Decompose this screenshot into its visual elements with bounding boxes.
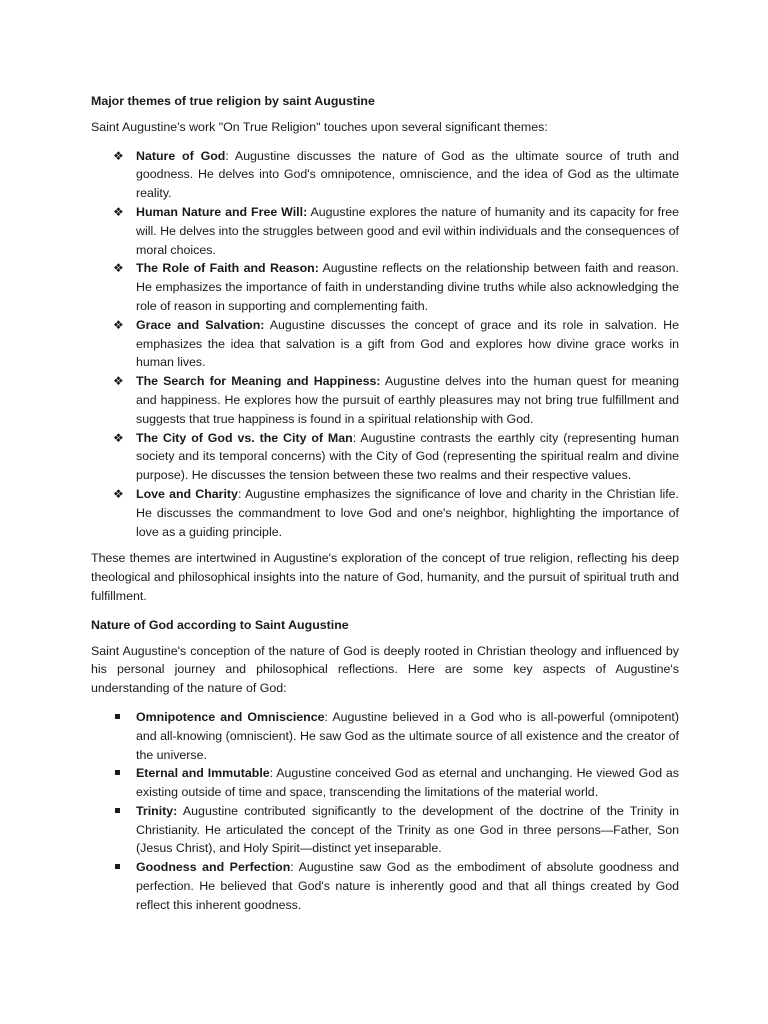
list-item bbox=[91, 259, 679, 315]
item-term: The City of God vs. the City of Man bbox=[136, 430, 353, 445]
section2-intro: Saint Augustine's conception of the nature of God is deeply rooted in Christian theology and influenced by his personal journey and philosophical reflections. Here are some key aspects of Augustine's understanding of the nature of God: bbox=[91, 643, 679, 696]
item-text: : Augustine believed in a God who is all-powerful (omnipotent) and all-knowing (omniscient). He saw God as the ultimate source of all existence and the creator of the universe. bbox=[136, 709, 679, 762]
section1-heading: Major themes of true religion by saint Augustine bbox=[91, 94, 375, 108]
item-term: Love and Charity bbox=[136, 486, 238, 501]
item-term: Trinity: bbox=[136, 803, 178, 818]
item-term: Grace and Salvation: bbox=[136, 317, 265, 332]
list-item bbox=[91, 429, 679, 485]
list-item bbox=[91, 316, 679, 372]
section1-conclusion: These themes are intertwined in Augustine's exploration of the concept of true religion, reflecting his deep theological and philosophical insights into the nature of God, humanity, and the pursuit of spiritual truth and fulfillment. bbox=[91, 551, 679, 603]
item-term: Goodness and Perfection bbox=[136, 860, 291, 875]
square-bullet-icon bbox=[115, 770, 120, 775]
item-text: : Augustine discusses the nature of God as the ultimate source of truth and goodness. He delves into God's omnipotence, omniscience, and the idea of God as the ultimate reality. bbox=[136, 148, 680, 201]
diamond-bullet-icon: ❖ bbox=[113, 430, 124, 445]
list-item bbox=[91, 203, 679, 259]
item-term: The Role of Faith and Reason: bbox=[136, 261, 319, 276]
item-text: Augustine discusses the concept of grace and its role in salvation. He emphasizes the idea that salvation is a gift from God and explores how divine grace works in human lives. bbox=[136, 317, 679, 370]
diamond-bullet-icon: ❖ bbox=[113, 204, 124, 219]
list-item bbox=[91, 485, 679, 541]
square-bullet-icon bbox=[115, 714, 120, 719]
nature-of-god-list bbox=[91, 708, 679, 915]
item-term: Omnipotence and Omniscience bbox=[136, 709, 325, 724]
list-item bbox=[91, 858, 679, 914]
square-bullet-icon bbox=[115, 808, 120, 813]
list-item bbox=[91, 764, 679, 802]
diamond-bullet-icon: ❖ bbox=[113, 486, 124, 501]
diamond-bullet-icon: ❖ bbox=[113, 148, 124, 163]
section2-heading: Nature of God according to Saint Augustine bbox=[91, 617, 349, 632]
item-term: Eternal and Immutable bbox=[136, 766, 270, 781]
item-term: Nature of God bbox=[136, 148, 226, 163]
item-text: Augustine contributed significantly to the development of the doctrine of the Trinity in Christianity. He articulated the concept of the Trinity as one God in three persons—Father, Son (Jesus Christ), and Holy Spirit—distinct yet inseparable. bbox=[136, 803, 679, 856]
themes-list bbox=[91, 147, 679, 542]
list-item bbox=[91, 147, 679, 203]
item-term: Human Nature and Free Will: bbox=[136, 204, 308, 219]
list-item bbox=[91, 708, 679, 764]
item-text: : Augustine conceived God as eternal and unchanging. He viewed God as existing outside of time and space, transcending the limitations of the material world. bbox=[136, 766, 679, 800]
item-text: Augustine reflects on the relationship between faith and reason. He emphasizes the importance of faith in understanding divine truths while also acknowledging the role of reason in supporting and complementing faith. bbox=[136, 261, 679, 313]
item-text: Augustine explores the nature of humanity and its capacity for free will. He delves into the struggles between good and evil within individuals and the consequences of moral choices. bbox=[136, 204, 679, 257]
diamond-bullet-icon: ❖ bbox=[113, 261, 124, 276]
diamond-bullet-icon: ❖ bbox=[113, 374, 124, 389]
item-term: The Search for Meaning and Happiness: bbox=[136, 374, 381, 389]
diamond-bullet-icon: ❖ bbox=[113, 317, 124, 332]
square-bullet-icon bbox=[115, 864, 120, 869]
item-text: Augustine delves into the human quest for meaning and happiness. He explores how the pursuit of earthly pleasures may not bring true fulfillment and suggests that true happiness is found in a spiritual relationship with God. bbox=[136, 374, 680, 426]
section1-intro: Saint Augustine's work "On True Religion" touches upon several significant themes: bbox=[91, 119, 548, 134]
document-page bbox=[91, 92, 679, 923]
item-text: : Augustine contrasts the earthly city (representing human society and its temporal concerns) with the City of God (representing the spiritual realm and divine purpose). He discusses the tension between these two realms and their respective values. bbox=[136, 430, 679, 483]
list-item bbox=[91, 372, 679, 428]
list-item bbox=[91, 802, 679, 858]
item-text: : Augustine emphasizes the significance of love and charity in the Christian life. He discusses the commandment to love God and one's neighbor, highlighting the importance of love as a guiding principle. bbox=[136, 486, 679, 539]
item-text: : Augustine saw God as the embodiment of absolute goodness and perfection. He believed that God's nature is inherently good and that all things created by God reflect this inherent goodness. bbox=[136, 860, 680, 912]
